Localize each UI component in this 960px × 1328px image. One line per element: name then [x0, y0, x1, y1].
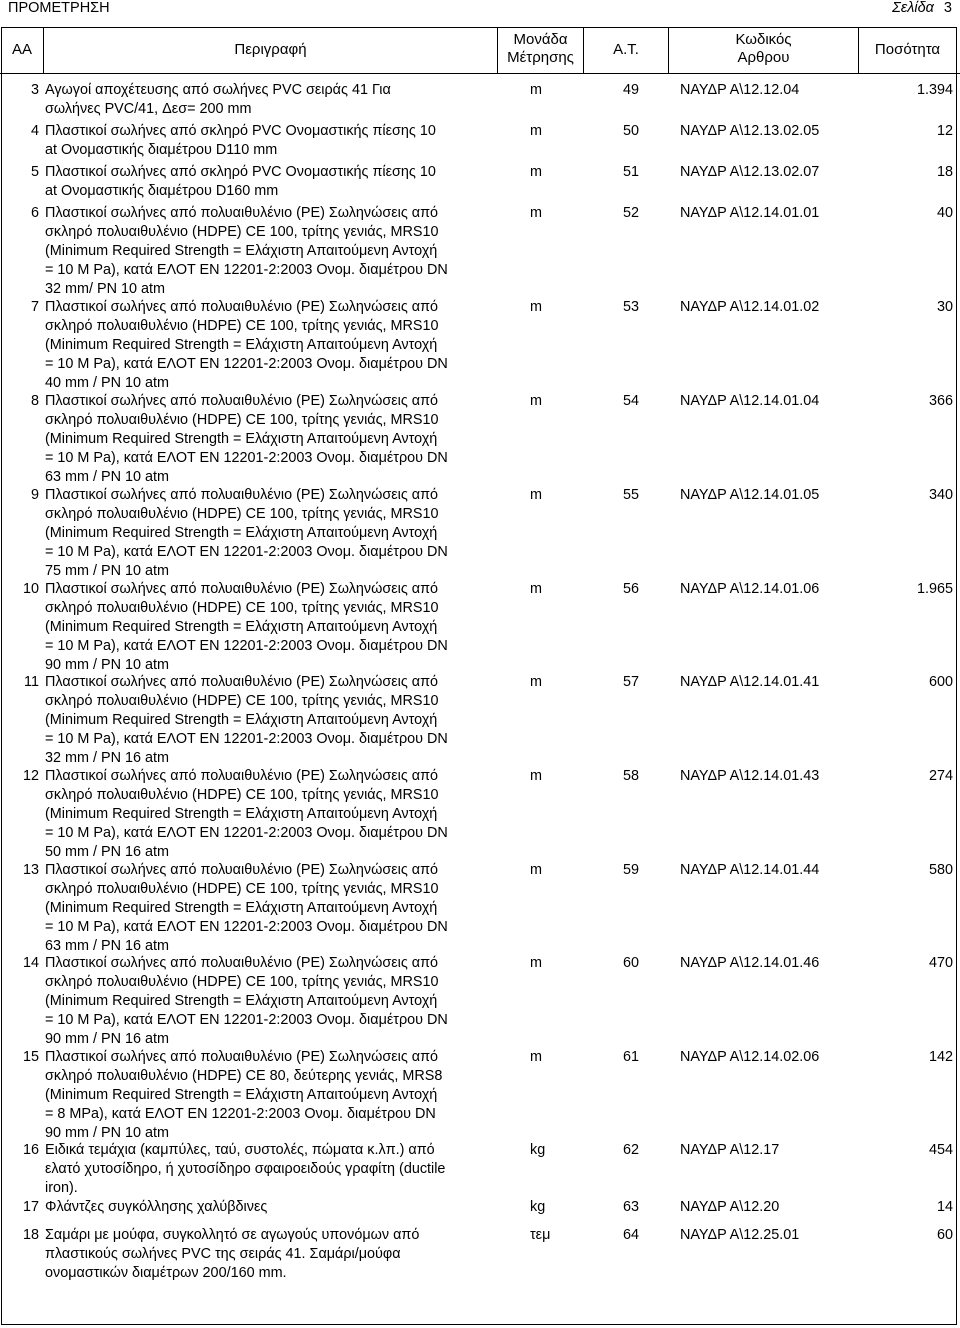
row-at: 64 [622, 1227, 639, 1243]
row-unit: τεμ [530, 1227, 551, 1243]
row-description: Πλαστικοί σωλήνες από πολυαιθυλένιο (PE) Σωληνώσεις από σκληρό πολυαιθυλένιο (HDPE) CE 100, τρίτης γενιάς, MRS10 (Minimum Required Strength = Ελάχιστη Απαιτούμενη Αντοχή = 10 M Pa), κατά ΕΛΟΤ ΕΝ 12201-2:2003 Ονομ. διαμέτρου DN 63 mm / PN 16 atm [45, 862, 448, 954]
row-quantity: 600 [928, 674, 953, 690]
row-unit: kg [530, 1142, 546, 1158]
row-description: Πλαστικοί σωλήνες από πολυαιθυλένιο (PE) Σωληνώσεις από σκληρό πολυαιθυλένιο (HDPE) CE 80, δεύτερης γενιάς, MRS8 (Minimum Required Strength = Ελάχιστη Απαιτούμενη Αντοχή = 8 MPa), κατά ΕΛΟΤ ΕΝ 12201-2:2003 Ονομ. διαμέτρου DN 90 mm / PN 10 atm [45, 1049, 443, 1141]
row-number: 6 [30, 205, 39, 221]
row-quantity: 30 [936, 299, 953, 315]
row-at: 62 [622, 1142, 639, 1158]
row-code: ΝΑΥΔΡ Α\12.14.01.01 [680, 205, 820, 221]
row-number: 16 [22, 1142, 39, 1158]
row-description: Φλάντζες συγκόλλησης χαλύβδινες [45, 1199, 268, 1215]
row-at: 59 [622, 862, 639, 878]
row-unit: m [530, 82, 542, 98]
row-unit: m [530, 487, 542, 503]
row-code: ΝΑΥΔΡ Α\12.14.01.05 [680, 487, 820, 503]
row-code: ΝΑΥΔΡ Α\12.14.01.41 [680, 674, 820, 690]
row-unit: m [530, 123, 542, 139]
row-unit: kg [530, 1199, 546, 1215]
header-bottom-rule [0, 73, 960, 74]
row-code: ΝΑΥΔΡ Α\12.14.02.06 [680, 1049, 820, 1065]
row-quantity: 40 [936, 205, 953, 221]
row-at: 53 [622, 299, 639, 315]
row-number: 17 [22, 1199, 39, 1215]
row-code: ΝΑΥΔΡ Α\12.13.02.05 [680, 123, 820, 139]
row-description: Πλαστικοί σωλήνες από πολυαιθυλένιο (PE) Σωληνώσεις από σκληρό πολυαιθυλένιο (HDPE) CE 100, τρίτης γενιάς, MRS10 (Minimum Required Strength = Ελάχιστη Απαιτούμενη Αντοχή = 10 M Pa), κατά ΕΛΟΤ ΕΝ 12201-2:2003 Ονομ. διαμέτρου DN 63 mm / PN 10 atm [45, 393, 448, 485]
row-code: ΝΑΥΔΡ Α\12.14.01.06 [680, 581, 820, 597]
row-at: 60 [622, 955, 639, 971]
row-description: Πλαστικοί σωλήνες από πολυαιθυλένιο (PE) Σωληνώσεις από σκληρό πολυαιθυλένιο (HDPE) CE 100, τρίτης γενιάς, MRS10 (Minimum Required Strength = Ελάχιστη Απαιτούμενη Αντοχή = 10 M Pa), κατά ΕΛΟΤ ΕΝ 12201-2:2003 Ονομ. διαμέτρου DN 32 mm/ PN 10 atm [45, 205, 448, 297]
row-description: Πλαστικοί σωλήνες από πολυαιθυλένιο (PE) Σωληνώσεις από σκληρό πολυαιθυλένιο (HDPE) CE 100, τρίτης γενιάς, MRS10 (Minimum Required Strength = Ελάχιστη Απαιτούμενη Αντοχή = 10 M Pa), κατά ΕΛΟΤ ΕΝ 12201-2:2003 Ονομ. διαμέτρου DN 40 mm / PN 10 atm [45, 299, 448, 391]
row-number: 11 [24, 674, 39, 690]
row-number: 3 [30, 82, 39, 98]
row-code: ΝΑΥΔΡ Α\12.14.01.44 [680, 862, 820, 878]
row-number: 8 [30, 393, 39, 409]
header-unit [498, 31, 583, 67]
row-quantity: 14 [936, 1199, 953, 1215]
row-quantity: 60 [936, 1227, 953, 1243]
row-at: 49 [622, 82, 639, 98]
row-unit: m [530, 164, 542, 180]
row-unit: m [530, 862, 542, 878]
row-at: 55 [622, 487, 639, 503]
row-at: 63 [622, 1199, 639, 1215]
row-at: 57 [622, 674, 639, 690]
row-description: Ειδικά τεμάχια (καμπύλες, ταύ, συστολές, πώματα κ.λπ.) από ελατό χυτοσίδηρο, ή χυτοσίδηρο σφαιροειδούς γραφίτη (ductile iron). [45, 1142, 446, 1196]
header-quantity: Ποσότητα [874, 41, 941, 58]
header-unit-line1: Μονάδα [513, 31, 568, 48]
row-quantity: 18 [936, 164, 953, 180]
row-description: Πλαστικοί σωλήνες από σκληρό PVC Ονομαστικής πίεσης 10 at Ονομαστικής διαμέτρου D110 mm [45, 123, 436, 158]
row-at: 61 [622, 1049, 639, 1065]
row-quantity: 366 [928, 393, 953, 409]
row-quantity: 142 [928, 1049, 953, 1065]
row-unit: m [530, 768, 542, 784]
row-at: 51 [622, 164, 639, 180]
row-at: 56 [622, 581, 639, 597]
row-number: 15 [22, 1049, 39, 1065]
row-code: ΝΑΥΔΡ Α\12.25.01 [680, 1227, 800, 1243]
row-quantity: 1.965 [916, 581, 953, 597]
row-at: 58 [622, 768, 639, 784]
row-unit: m [530, 299, 542, 315]
page-label: Σελίδα [892, 0, 934, 16]
row-description: Πλαστικοί σωλήνες από πολυαιθυλένιο (PE) Σωληνώσεις από σκληρό πολυαιθυλένιο (HDPE) CE 100, τρίτης γενιάς, MRS10 (Minimum Required Strength = Ελάχιστη Απαιτούμενη Αντοχή = 10 M Pa), κατά ΕΛΟΤ ΕΝ 12201-2:2003 Ονομ. διαμέτρου DN 90 mm / PN 10 atm [45, 581, 448, 673]
row-code: ΝΑΥΔΡ Α\12.12.04 [680, 82, 800, 98]
row-number: 14 [22, 955, 39, 971]
row-at: 50 [622, 123, 639, 139]
page-header-pagination [892, 0, 952, 16]
row-at: 52 [622, 205, 639, 221]
header-code [669, 31, 858, 67]
page-number: 3 [943, 0, 952, 16]
row-code: ΝΑΥΔΡ Α\12.14.01.04 [680, 393, 820, 409]
row-number: 9 [30, 487, 39, 503]
row-description: Σαμάρι με μούφα, συγκολλητό σε αγωγούς υπονόμων από πλαστικούς σωλήνες PVC της σειράς 41. Σαμάρι/μούφα ονομαστικών διαμέτρων 200/160 mm. [45, 1227, 420, 1281]
row-number: 10 [22, 581, 39, 597]
row-code: ΝΑΥΔΡ Α\12.14.01.02 [680, 299, 820, 315]
row-unit: m [530, 1049, 542, 1065]
header-unit-line2: Μέτρησης [507, 49, 574, 66]
row-description: Αγωγοί αποχέτευσης από σωλήνες PVC σειράς 41 Για σωλήνες PVC/41, Δεσ= 200 mm [45, 82, 391, 117]
row-unit: m [530, 393, 542, 409]
row-description: Πλαστικοί σωλήνες από πολυαιθυλένιο (PE) Σωληνώσεις από σκληρό πολυαιθυλένιο (HDPE) CE 100, τρίτης γενιάς, MRS10 (Minimum Required Strength = Ελάχιστη Απαιτούμενη Αντοχή = 10 M Pa), κατά ΕΛΟΤ ΕΝ 12201-2:2003 Ονομ. διαμέτρου DN 75 mm / PN 10 atm [45, 487, 448, 579]
row-quantity: 454 [928, 1142, 953, 1158]
row-quantity: 1.394 [916, 82, 953, 98]
row-unit: m [530, 955, 542, 971]
row-description: Πλαστικοί σωλήνες από πολυαιθυλένιο (PE) Σωληνώσεις από σκληρό πολυαιθυλένιο (HDPE) CE 100, τρίτης γενιάς, MRS10 (Minimum Required Strength = Ελάχιστη Απαιτούμενη Αντοχή = 10 M Pa), κατά ΕΛΟΤ ΕΝ 12201-2:2003 Ονομ. διαμέτρου DN 90 mm / PN 16 atm [45, 955, 448, 1047]
header-at: Α.Τ. [613, 41, 639, 58]
header-code-line2: Αρθρου [737, 49, 790, 66]
header-aa: AA [11, 41, 32, 58]
row-code: ΝΑΥΔΡ Α\12.20 [680, 1199, 780, 1215]
row-quantity: 274 [928, 768, 953, 784]
row-at: 54 [622, 393, 639, 409]
row-code: ΝΑΥΔΡ Α\12.14.01.43 [680, 768, 820, 784]
row-quantity: 470 [928, 955, 953, 971]
row-quantity: 580 [928, 862, 953, 878]
page-header-title: ΠΡΟΜΕΤΡΗΣΗ [8, 0, 110, 16]
row-number: 7 [30, 299, 39, 315]
row-number: 12 [22, 768, 39, 784]
row-number: 18 [22, 1227, 39, 1243]
row-number: 13 [22, 862, 39, 878]
row-number: 4 [30, 123, 39, 139]
row-unit: m [530, 205, 542, 221]
row-quantity: 12 [936, 123, 953, 139]
row-description: Πλαστικοί σωλήνες από πολυαιθυλένιο (PE) Σωληνώσεις από σκληρό πολυαιθυλένιο (HDPE) CE 100, τρίτης γενιάς, MRS10 (Minimum Required Strength = Ελάχιστη Απαιτούμενη Αντοχή = 10 M Pa), κατά ΕΛΟΤ ΕΝ 12201-2:2003 Ονομ. διαμέτρου DN 32 mm / PN 16 atm [45, 674, 448, 766]
row-code: ΝΑΥΔΡ Α\12.14.01.46 [680, 955, 820, 971]
row-quantity: 340 [928, 487, 953, 503]
row-unit: m [530, 674, 542, 690]
row-unit: m [530, 581, 542, 597]
header-code-line1: Κωδικός [735, 31, 792, 48]
row-code: ΝΑΥΔΡ Α\12.17 [680, 1142, 780, 1158]
row-description: Πλαστικοί σωλήνες από σκληρό PVC Ονομαστικής πίεσης 10 at Ονομαστικής διαμέτρου D160 mm [45, 164, 436, 199]
row-code: ΝΑΥΔΡ Α\12.13.02.07 [680, 164, 820, 180]
row-description: Πλαστικοί σωλήνες από πολυαιθυλένιο (PE) Σωληνώσεις από σκληρό πολυαιθυλένιο (HDPE) CE 100, τρίτης γενιάς, MRS10 (Minimum Required Strength = Ελάχιστη Απαιτούμενη Αντοχή = 10 M Pa), κατά ΕΛΟΤ ΕΝ 12201-2:2003 Ονομ. διαμέτρου DN 50 mm / PN 16 atm [45, 768, 448, 860]
row-number: 5 [30, 164, 39, 180]
header-description: Περιγραφή [234, 41, 307, 58]
